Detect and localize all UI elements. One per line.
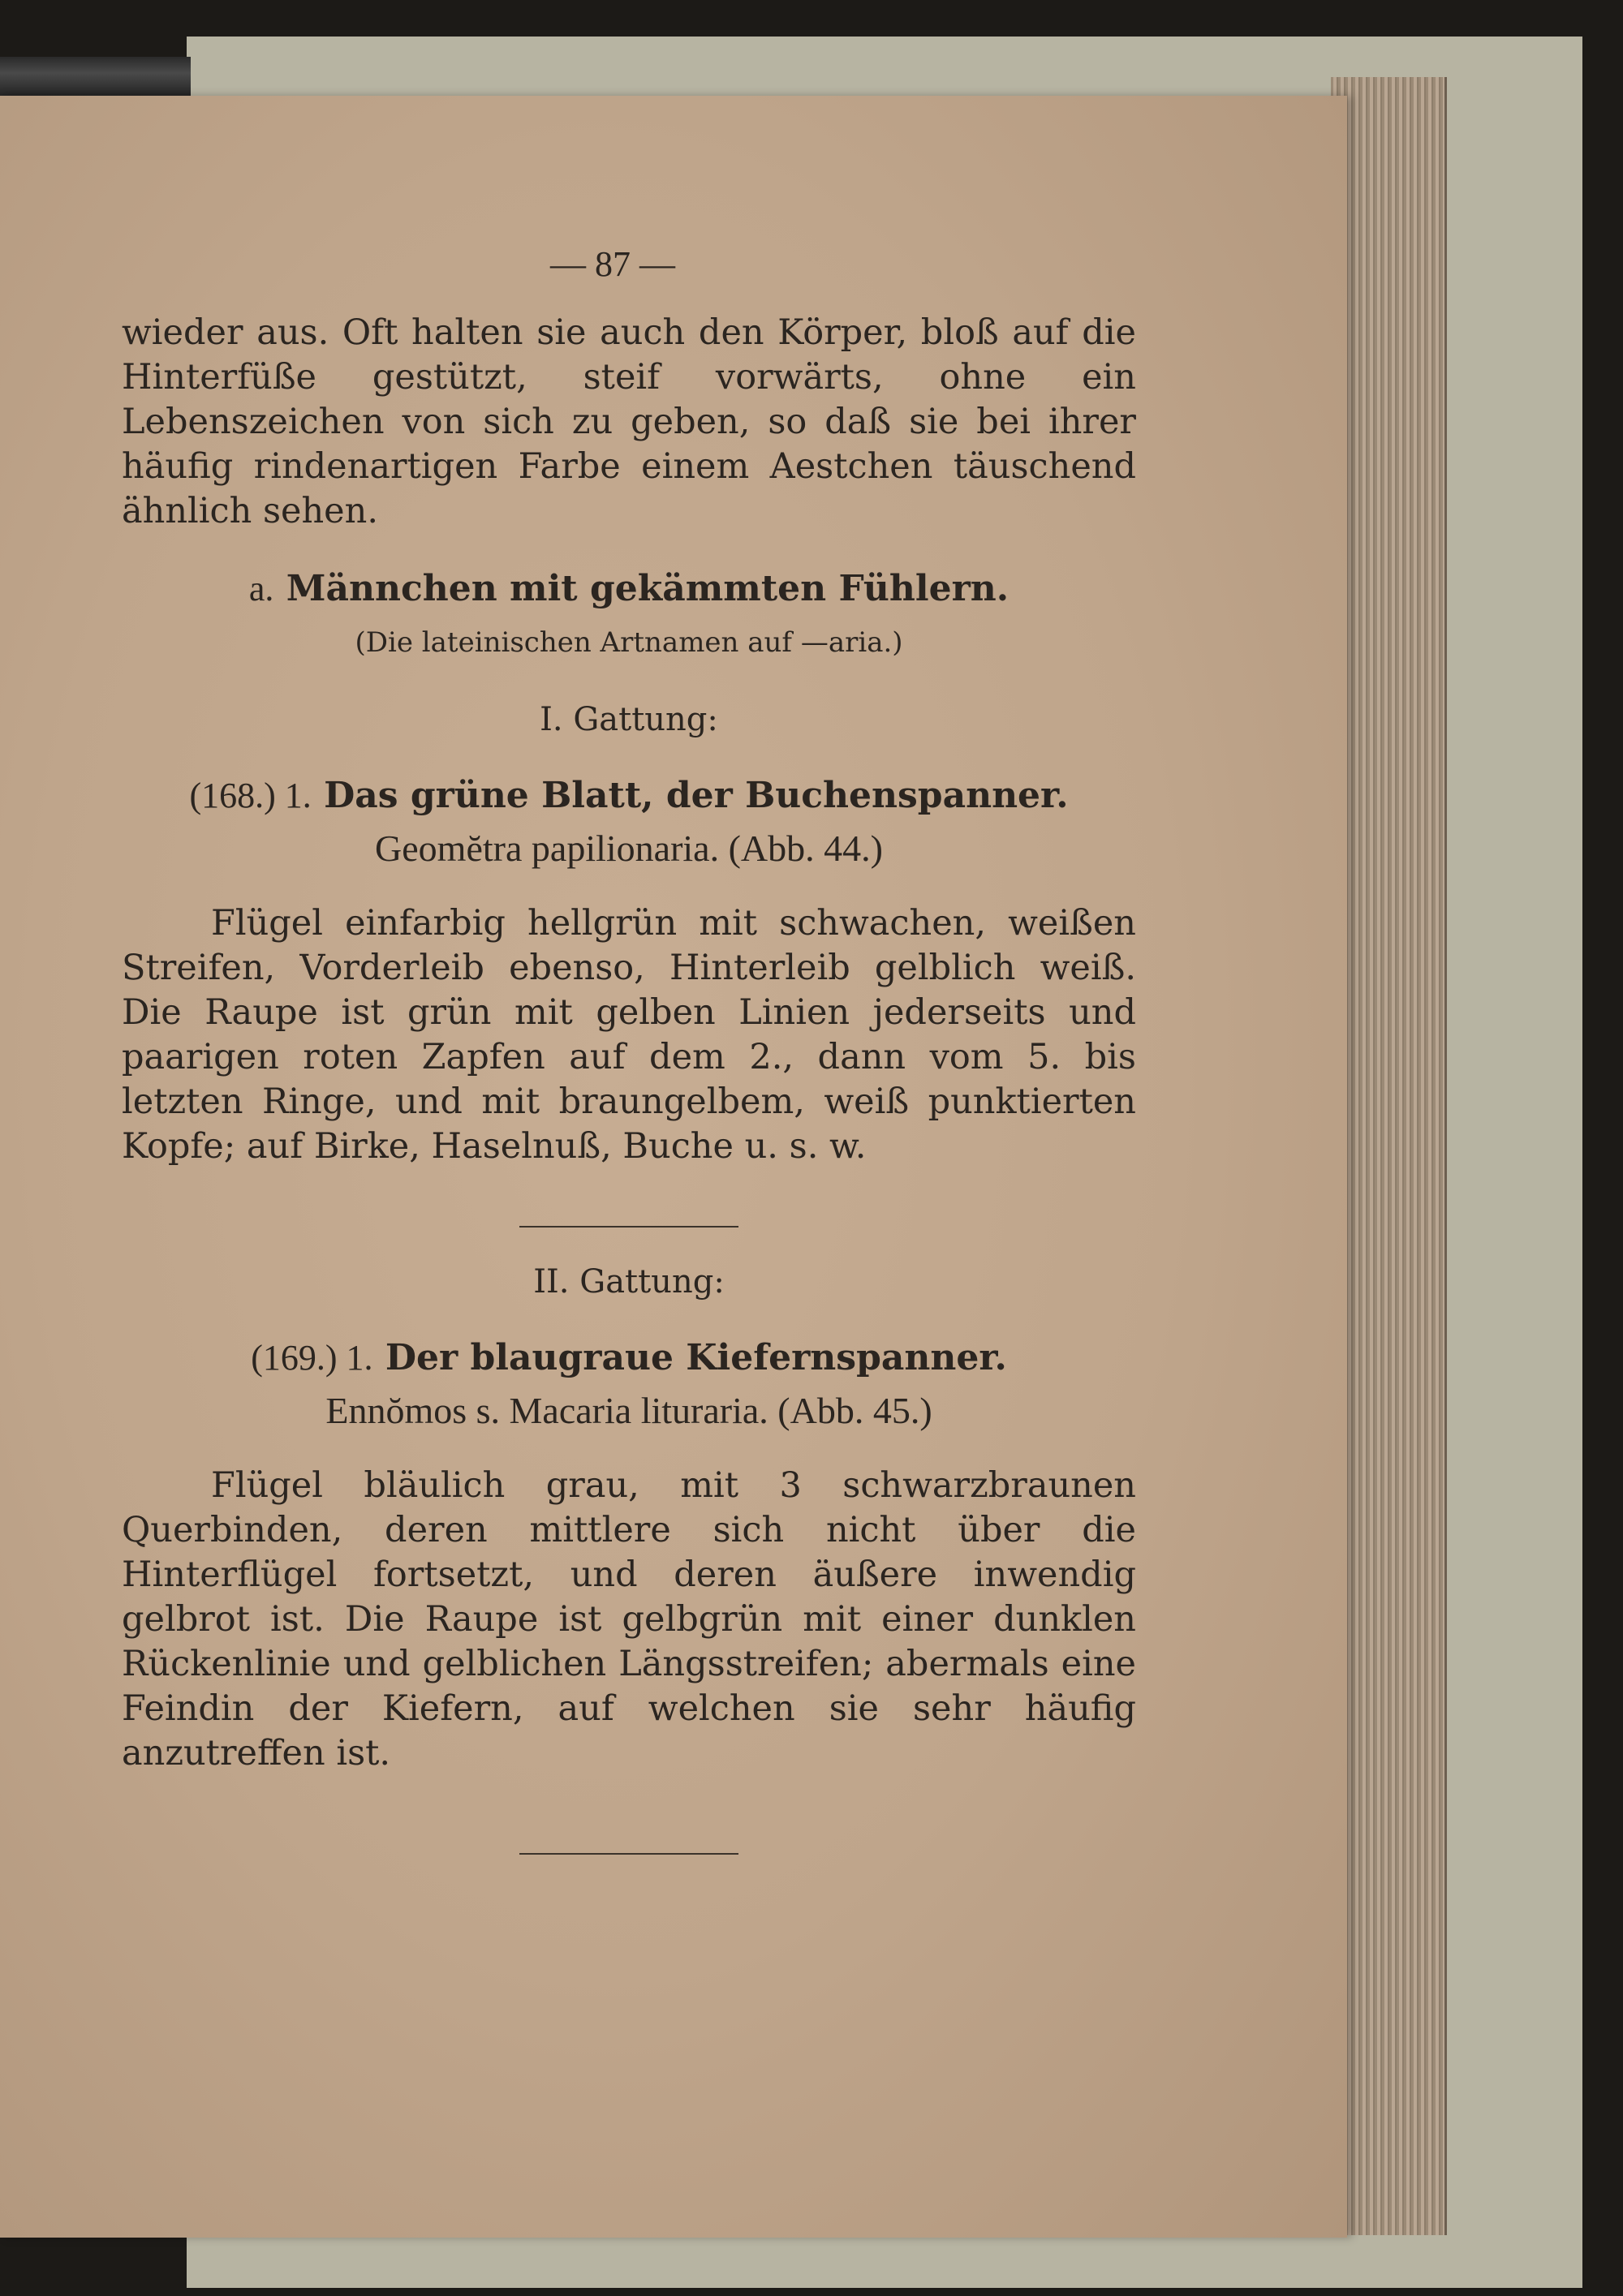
intro-paragraph: wieder aus. Oft halten sie auch den Körper, bloß auf die Hinterfüße gestützt, steif vorwärts, ohne ein Lebenszeichen von sich zu geben, so daß sie bei ihrer häufig rindenartigen Farbe einem Aestchen täuschend ähnlich sehen. [122, 312, 1136, 531]
genus-heading-2: II. Gattung: [533, 1263, 725, 1301]
species-title-169 [122, 1335, 1136, 1380]
section-title: Männchen mit gekämmten Fühlern. [286, 568, 1010, 609]
genus-heading-1: I. Gattung: [540, 701, 718, 738]
latin-name-168: Geomĕtra papilionaria. (Abb. 44.) [375, 828, 883, 869]
species-description-168: Flügel einfarbig hellgrün mit schwachen, weißen Streifen, Vorderleib ebenso, Hinterleib gelblich weiß. Die Raupe ist grün mit gelben Linien jederseits und paarigen roten Zapfen auf dem 2., dann vom 5. bis letzten Ringe, und mit braungelbem, weiß punktierten Kopfe; auf Birke, Haselnuß, Buche u. s. w. [122, 903, 1136, 1167]
species-title-168 [122, 773, 1136, 818]
species-name-169: Der blaugraue Kiefernspanner. [385, 1337, 1007, 1378]
page-edges [1331, 77, 1447, 2235]
species-number-169: (169.) 1. [251, 1338, 373, 1378]
section-letter: a. [248, 569, 274, 608]
page-number: — 87 — [550, 244, 675, 284]
book-page [0, 96, 1347, 2238]
species-name-168: Das grüne Blatt, der Buchenspanner. [324, 775, 1069, 816]
section-note: (Die lateinischen Artnamen auf —aria.) [355, 626, 903, 659]
latin-name-169: Ennŏmos s. Macaria lituraria. (Abb. 45.) [325, 1390, 932, 1431]
species-number-168: (168.) 1. [189, 776, 312, 815]
section-heading [122, 566, 1136, 611]
species-description-169: Flügel bläulich grau, mit 3 schwarzbraunen Querbinden, deren mittlere sich nicht über die Hinterflügel fortsetzt, und deren äußere inwendig gelbrot ist. Die Raupe ist gelbgrün mit einer dunklen Rückenlinie und gelblichen Längsstreifen; abermals eine Feindin der Kiefern, auf welchen sie sehr häufig anzutreffen ist. [122, 1465, 1136, 1774]
book-spine-strip [0, 57, 191, 97]
divider-line [519, 1226, 738, 1228]
page-text-area [122, 242, 1136, 1855]
divider-line [519, 1853, 738, 1855]
